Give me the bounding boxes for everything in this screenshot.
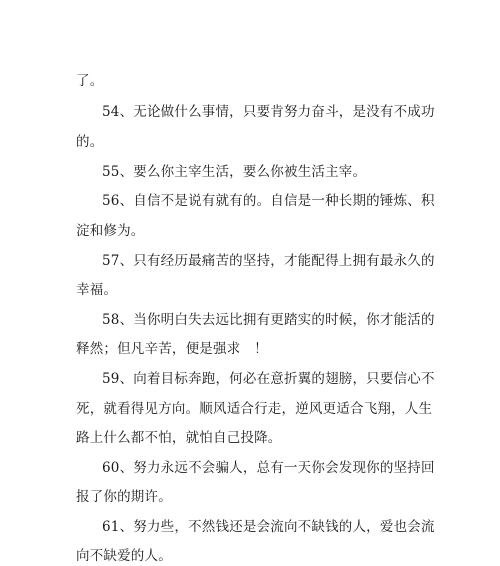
text-line: 61、努力些，不然钱还是会流向不缺钱的人，爱也会流: [102, 519, 435, 535]
text-line: 60、努力永远不会骗人，总有一天你会发现你的坚持回: [102, 460, 435, 476]
text-line: 向不缺爱的人。: [76, 548, 172, 564]
text-line: 54、无论做什么事情，只要肯努力奋斗，是没有不成功: [102, 104, 435, 120]
text-line: 死，就看得见方向。顺风适合行走，逆风更适合飞翔，人生: [76, 401, 433, 417]
text-line: 57、只有经历最痛苦的坚持，才能配得上拥有最永久的: [102, 253, 435, 269]
text-line: 淀和修为。: [76, 223, 145, 239]
text-line: 56、自信不是说有就有的。自信是一种长期的锤炼、积: [102, 193, 435, 209]
text-line: 55、要么你主宰生活，要么你被生活主宰。: [102, 164, 367, 180]
text-line: 了。: [76, 73, 104, 89]
text-line: 58、当你明白失去远比拥有更踏实的时候，你才能活的: [102, 312, 435, 328]
text-line: 报了你的期许。: [76, 489, 172, 505]
text-line: 幸福。: [76, 282, 118, 298]
text-line: 路上什么都不怕，就怕自己投降。: [76, 430, 282, 446]
text-line: 59、向着目标奔跑，何必在意折翼的翅膀，只要信心不: [102, 371, 435, 387]
text-line: 释然；但凡辛苦，便是强求 ！: [76, 341, 268, 357]
text-line: 的。: [76, 134, 104, 150]
